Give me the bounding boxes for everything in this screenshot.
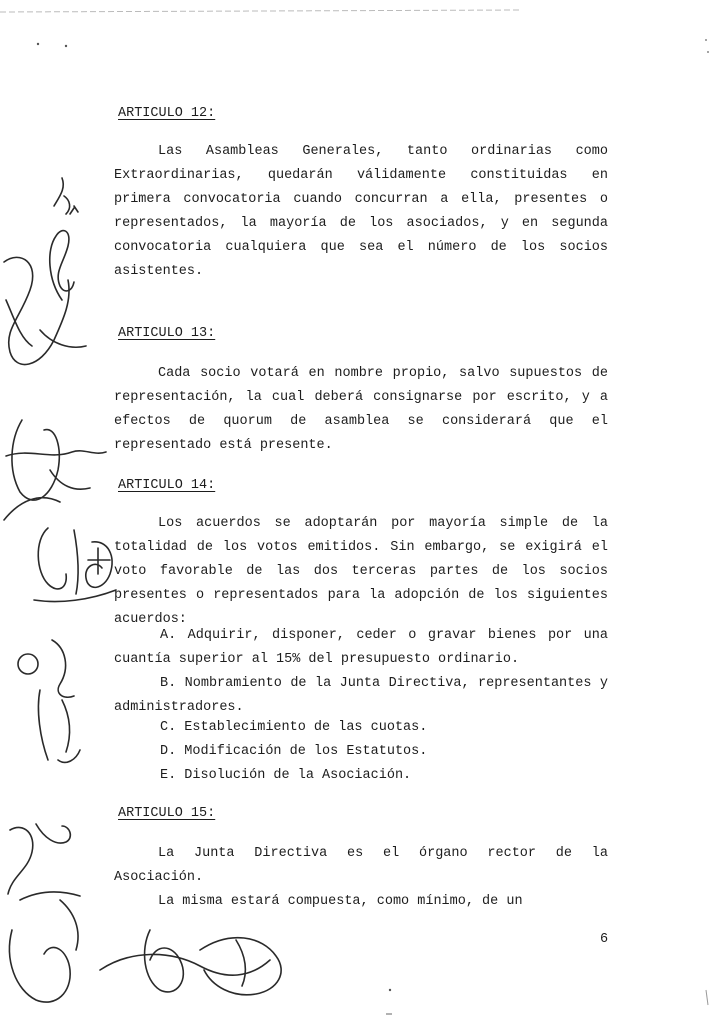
signature-2 bbox=[4, 257, 86, 364]
article-15-heading: ARTICULO 15: bbox=[118, 806, 216, 821]
article-14-item-c: C. Establecimiento de las cuotas. bbox=[160, 720, 428, 735]
article-14-item-a: A. Adquirir, disponer, ceder o gravar bienes por una cuantía superior al 15% del presupuesto ordinario. bbox=[114, 628, 608, 667]
article-14-item-e: E. Disolución de la Asociación. bbox=[160, 768, 412, 783]
article-14-paragraph: Los acuerdos se adoptarán por mayoría simple de la totalidad de los votos emitidos. Sin embargo, se exigirá el voto favorable de las dos terceras partes de los socios presentes o representados para la adopción de los siguientes acuerdos: bbox=[114, 516, 608, 627]
article-15-paragraph-2: La misma estará compuesta, como mínimo, de un bbox=[158, 894, 523, 909]
article-15-paragraph-1: La Junta Directiva es el órgano rector de la Asociación. bbox=[114, 846, 608, 885]
signature-6 bbox=[8, 824, 80, 900]
article-13-heading: ARTICULO 13: bbox=[118, 326, 216, 341]
signature-4 bbox=[34, 528, 116, 602]
article-14-item-d: D. Modificación de los Estatutos. bbox=[160, 744, 428, 759]
signature-1 bbox=[50, 178, 78, 300]
article-13-paragraph: Cada socio votará en nombre propio, salvo supuestos de representación, la cual deberá consignarse por escrito, y a efectos de quorum de asamblea se considerará que el representado está presente. bbox=[114, 366, 608, 453]
signature-5 bbox=[18, 640, 80, 762]
article-14-item-b: B. Nombramiento de la Junta Directiva, representantes y administradores. bbox=[114, 676, 608, 715]
article-14-heading: ARTICULO 14: bbox=[118, 478, 216, 493]
signature-7 bbox=[9, 900, 281, 1002]
article-12-paragraph: Las Asambleas Generales, tanto ordinarias como Extraordinarias, quedarán válidamente constituidas en primera convocatoria cuando concurran a ella, presentes o representados, la mayoría de los asociados, y en segunda convocatoria cualquiera que sea el número de los socios asistentes. bbox=[114, 144, 608, 279]
article-12-heading: ARTICULO 12: bbox=[118, 106, 216, 121]
page-number: 6 bbox=[600, 932, 609, 947]
signature-3 bbox=[4, 420, 106, 520]
